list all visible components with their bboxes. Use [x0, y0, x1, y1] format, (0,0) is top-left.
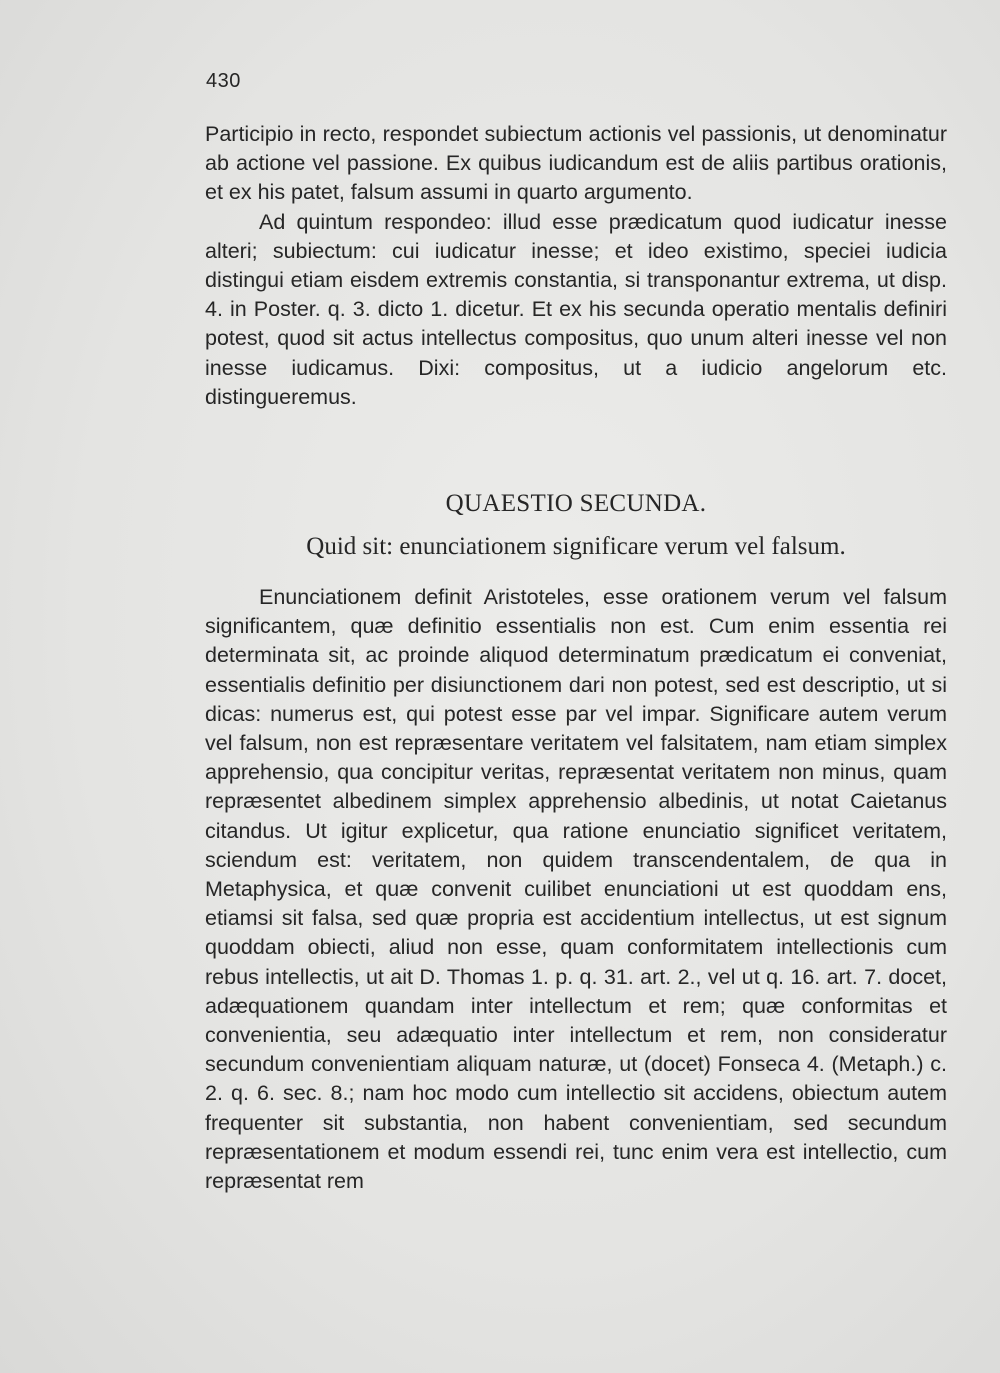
paragraph: Enunciationem definit Aristoteles, esse orationem verum vel falsum significantem, quæ definitio essentialis non est. Cum enim essentia rei determinata sit, ac proinde aliquod determinatum prædicatum ei conveniat, essentialis definitio per disiunctionem dari non potest, sed est descriptio, ut si dicas: numerus est, qui potest esse par vel impar. Significare autem verum vel falsum, non est repræsentare veritatem vel falsitatem, nam etiam simplex apprehensio, qua concipitur veritas, repræsentat veritatem non minus, quam repræsentet albedinem simplex apprehensio albedinis, ut notat Caietanus citandus. Ut igitur explicetur, qua ratione enunciatio significet veritatem, sciendum est: veritatem, non quidem transcendentalem, de qua in Metaphysica, et quæ convenit cuilibet enunciationi ut est quoddam ens, etiamsi sit falsa, sed quæ propria est accidentium intellectus, ut est signum quoddam obiecti, aliud non esse, quam conformitatem intellectionis cum rebus intellectis, ut ait D. Thomas 1. p. q. 31. art. 2., vel ut q. 16. art. 7. docet, adæquationem quandam inter intellectum et rem; quæ conformitas et convenientia, seu adæquatio inter intellectum et rem, non consideratur secundum convenientiam aliquam naturæ, ut (docet) Fonseca 4. (Metaph.) c. 2. q. 6. sec. 8.; nam hoc modo cum intellectio sit accidens, obiectum autem frequenter sit substantia, non habent convenientiam, sed secundum repræsentationem et modum essendi rei, tunc enim vera est intellectio, cum repræsentat rem — [205, 585, 947, 1194]
paragraph: Participio in recto, respondet subiectum actionis vel passionis, ut denominatur ab actione vel passione. Ex quibus iudicandum est de aliis partibus orationis, et ex his patet, falsum assumi in quarto argumento. — [205, 122, 947, 205]
question-subtitle: Quid sit: enunciationem significare verum vel falsum. — [306, 533, 846, 560]
text-block-top — [205, 120, 947, 412]
text-block-main — [205, 583, 947, 1196]
page-number: 430 — [206, 70, 241, 92]
paragraph: Ad quintum respondeo: illud esse prædicatum quod iudicatur inesse alteri; subiectum: cui iudicatur inesse; et ideo existimo, speciei iudicia distingui etiam eisdem extremis constantia, si transponantur extrema, ut disp. 4. in Poster. q. 3. dicto 1. dicetur. Et ex his secunda operatio mentalis definiri potest, quod sit actus intellectus compositus, quo unum alteri inesse vel non inesse iudicamus. Dixi: compositus, ut a iudicio angelorum etc. distingueremus. — [205, 209, 947, 409]
question-heading: QUAESTIO SECUNDA. — [445, 490, 707, 517]
